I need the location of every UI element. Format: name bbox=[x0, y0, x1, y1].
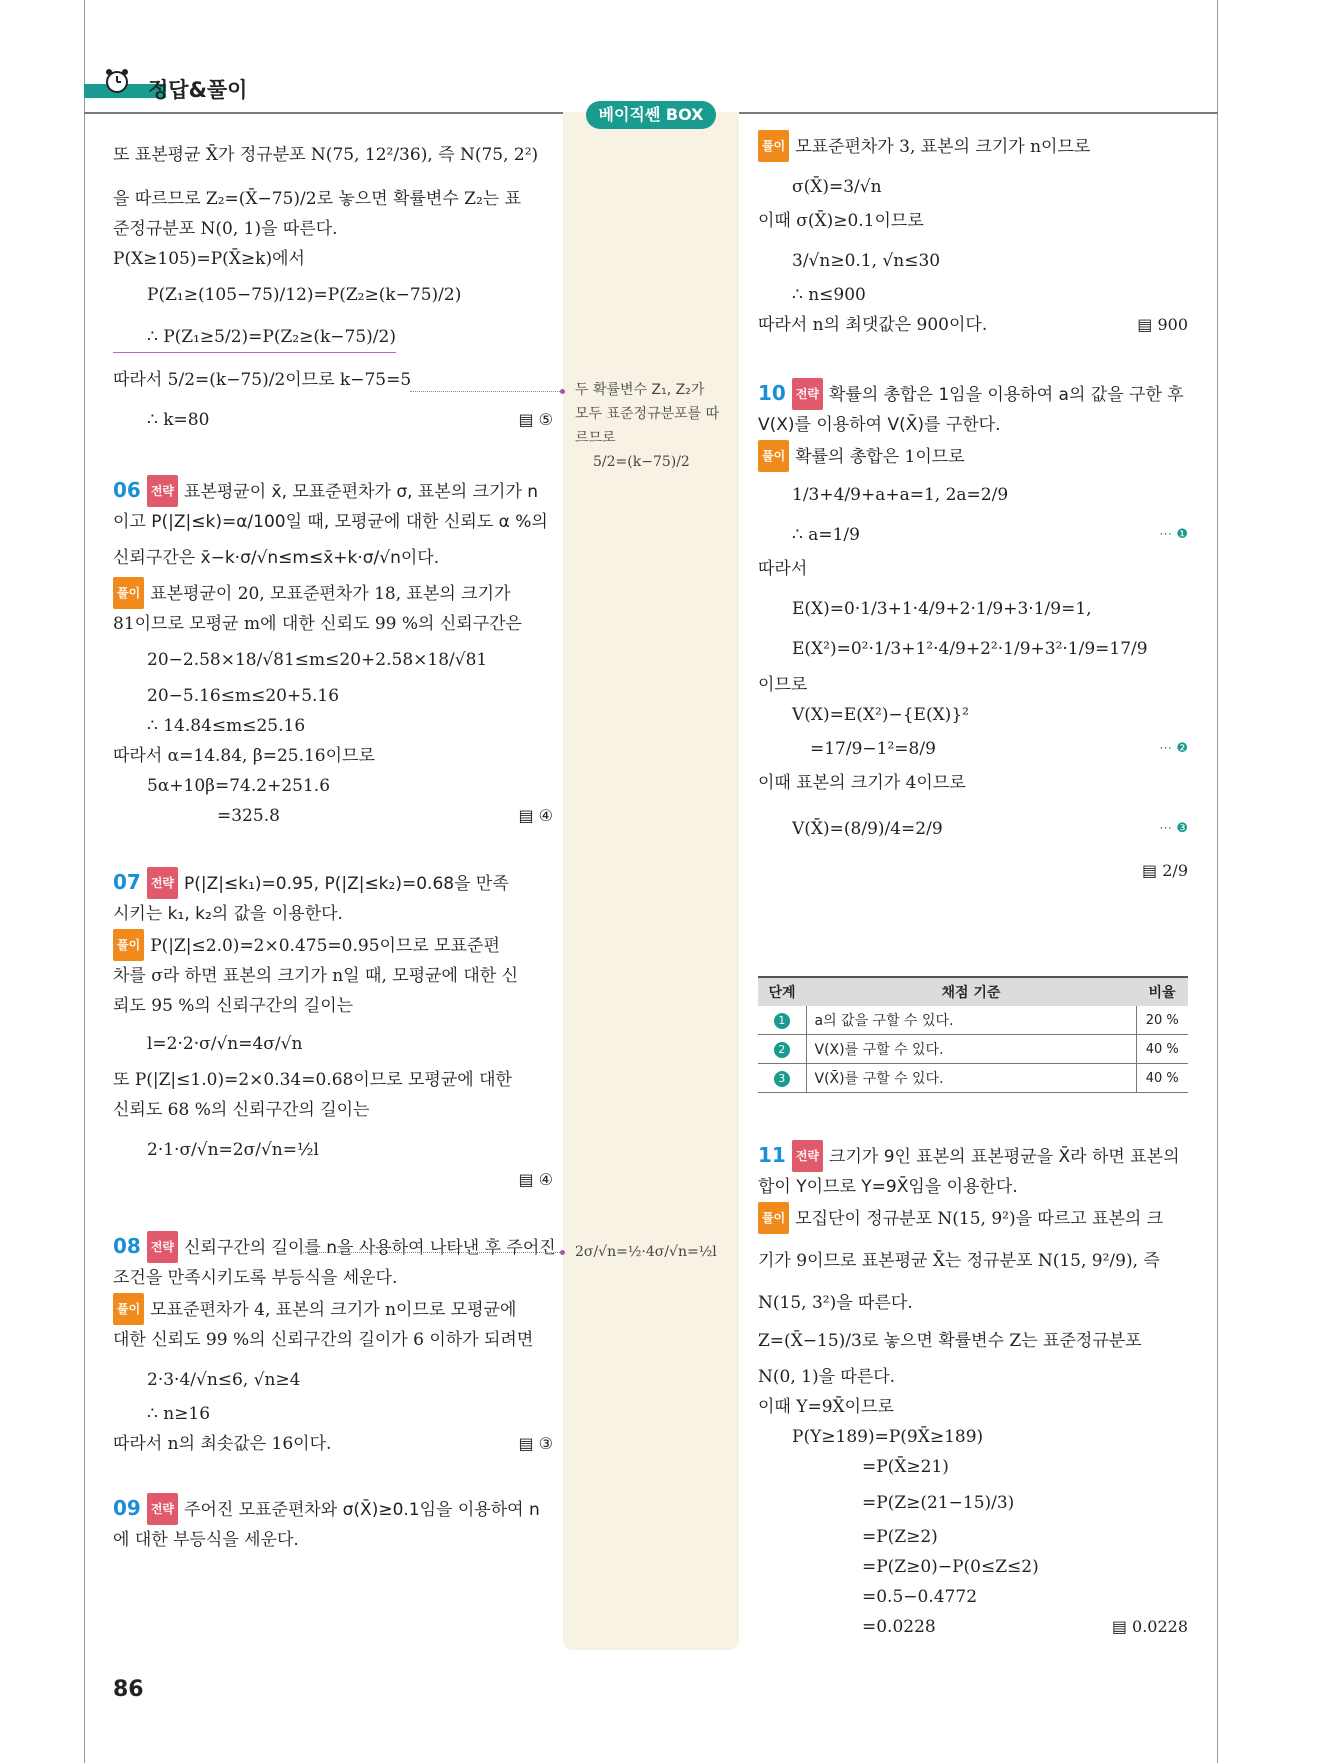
equation-line: 2·1·σ/√n=2σ/√n=½l bbox=[147, 1140, 319, 1160]
text-line: 따라서 n의 최솟값은 16이다. bbox=[113, 1434, 332, 1454]
pointer-dot bbox=[560, 389, 565, 394]
text-line: 이때 표본의 크기가 4이므로 bbox=[758, 773, 966, 793]
pointer-line bbox=[300, 1252, 560, 1253]
equation-line: =P(Z≥0)−P(0≤Z≤2) bbox=[862, 1557, 1039, 1577]
solution-tag: 풀이 bbox=[758, 130, 789, 162]
table-cell: 20 % bbox=[1136, 1006, 1188, 1035]
answer-mark: ▤ ④ bbox=[518, 806, 553, 825]
answer-mark: ▤ 2/9 bbox=[1142, 861, 1188, 880]
basic-box-column bbox=[563, 112, 739, 1650]
step-badge: 2 bbox=[774, 1042, 790, 1058]
equation-line: ∴ k=80 bbox=[147, 410, 210, 430]
equation-line: σ(X̄)=3/√n bbox=[792, 177, 882, 197]
text-line: 따라서 α=14.84, β=25.16이므로 bbox=[113, 746, 375, 766]
box-note-2: 2σ/√n=½·4σ/√n=½l bbox=[575, 1244, 717, 1260]
step-marker: ⋯ ❶ bbox=[1159, 527, 1188, 542]
equation-line: ∴ n≥16 bbox=[147, 1404, 211, 1424]
table-cell: a의 값을 구할 수 있다. bbox=[806, 1006, 1136, 1035]
text-line: 차를 σ라 하면 표본의 크기가 n일 때, 모평균에 대한 신 bbox=[113, 966, 519, 986]
question-number: 06 bbox=[113, 478, 141, 502]
equation-line: =0.0228 bbox=[862, 1617, 936, 1637]
equation-line: E(X)=0·1/3+1·4/9+2·1/9+3·1/9=1, bbox=[792, 599, 1092, 619]
table-cell: V(X)를 구할 수 있다. bbox=[806, 1035, 1136, 1064]
equation-line: 3/√n≥0.1, √n≤30 bbox=[792, 251, 941, 271]
text-line: 합이 Y이므로 Y=9X̄임을 이용한다. bbox=[758, 1177, 1018, 1197]
box-note-1: 두 확률변수 Z₁, Z₂가 모두 표준정규분포를 따 르므로 5/2=(k−75)/2 bbox=[575, 382, 720, 470]
question-number: 07 bbox=[113, 870, 141, 894]
text-line: 시키는 k₁, k₂의 값을 이용한다. bbox=[113, 904, 343, 924]
text-line: P(X≥105)=P(X̄≥k)에서 bbox=[113, 249, 305, 269]
question-07: 07 전략 P(|Z|≤k₁)=0.95, P(|Z|≤k₂)=0.68을 만족 시키는 k₁, k₂의 값을 이용한다. 풀이 P(|Z|≤2.0)=2×0.475=0.95이므로 모표준편 차를 σ라 하면 표본의 크기가 n일 때, 모평균에 대한 신 뢰도 95 %의 신뢰구간의 길이는 l=2·2·σ/√n=4σ/√n 또 P(|Z|≤1.0)=2×0.34=0.68이므로 모평균에 대한 신뢰도 68 %의 신뢰구간의 길이는 2·1·σ/√n=2σ/√n=½l ▤ ④ bbox=[113, 867, 553, 1195]
strategy-tag: 전략 bbox=[147, 1493, 178, 1525]
text-line: 또 표본평균 X̄가 정규분포 N(75, 12²/36), 즉 N(75, 2²) bbox=[113, 145, 539, 165]
question-number: 08 bbox=[113, 1234, 141, 1258]
equation-line: 20−2.58×18/√81≤m≤20+2.58×18/√81 bbox=[147, 650, 488, 670]
text-line: 따라서 5/2=(k−75)/2이므로 k−75=5 bbox=[113, 370, 412, 390]
answer-mark: ▤ ③ bbox=[518, 1434, 553, 1453]
text-line: 이때 Y=9X̄이므로 bbox=[758, 1397, 894, 1417]
step-marker: ⋯ ❷ bbox=[1159, 741, 1188, 756]
strategy-tag: 전략 bbox=[147, 1231, 178, 1263]
table-header: 비율 bbox=[1136, 977, 1188, 1006]
equation-line: ∴ P(Z₁≥5/2)=P(Z₂≥(k−75)/2) bbox=[113, 322, 396, 353]
equation-line: P(Z₁≥(105−75)/12)=P(Z₂≥(k−75)/2) bbox=[147, 285, 462, 305]
equation-line: =P(Z≥(21−15)/3) bbox=[862, 1493, 1015, 1513]
strategy-tag: 전략 bbox=[792, 378, 823, 410]
equation-line: =17/9−1²=8/9 bbox=[810, 739, 936, 759]
pointer-dot bbox=[560, 1250, 565, 1255]
answer-mark: ▤ 0.0228 bbox=[1111, 1617, 1188, 1636]
text-line: 따라서 n의 최댓값은 900이다. bbox=[758, 315, 988, 335]
question-number: 10 bbox=[758, 381, 786, 405]
text-line: 신뢰도 68 %의 신뢰구간의 길이는 bbox=[113, 1100, 370, 1120]
step-badge: 1 bbox=[774, 1013, 790, 1029]
pointer-line bbox=[410, 391, 560, 392]
text-line: 기가 9이므로 표본평균 X̄는 정규분포 N(15, 9²/9), 즉 bbox=[758, 1251, 1160, 1271]
step-marker: ⋯ ❸ bbox=[1159, 821, 1188, 836]
table-row bbox=[758, 1006, 1188, 1035]
question-number: 09 bbox=[113, 1496, 141, 1520]
question-06: 06 전략 표본평균이 x̄, 모표준편차가 σ, 표본의 크기가 n 이고 P(|Z|≤k)=α/100일 때, 모평균에 대한 신뢰도 α %의 신뢰구간은 x̄−k·σ/√n≤m≤x̄+k·σ/√n이다. 풀이 표본평균이 20, 모표준편차가 18, 표본의 크기가 81이므로 모평균 m에 대한 신뢰도 99 %의 신뢰구간은 20−2.58×18/√81≤m≤20+2.58×18/√81 20−5.16≤m≤20+5.16 ∴ 14.84≤m≤25.16 따라서 α=14.84, β=25.16이므로 5α+10β=74.2+251.6 =325.8 ▤ ④ bbox=[113, 475, 553, 831]
question-11: 11 전략 크기가 9인 표본의 표본평균을 X̄라 하면 표본의 합이 Y이므로 Y=9X̄임을 이용한다. 풀이 모집단이 정규분포 N(15, 9²)을 따르고 표본의 크 기가 9이므로 표본평균 X̄는 정규분포 N(15, 9²/9), 즉 N(15, 3²)을 따른다. Z=(X̄−15)/3로 놓으면 확률변수 Z는 표준정규분포 N(0, 1)을 따른다. 이때 Y=9X̄이므로 P(Y≥189)=P(9X̄≥189) =P(X̄≥21) =P(Z≥(21−15)/3) =P(Z≥2) =P(Z≥0)−P(0≤Z≤2) =0.5−0.4772 =0.0228 ▤ 0.0228 bbox=[758, 1140, 1188, 1642]
text-line: Z=(X̄−15)/3로 놓으면 확률변수 Z는 표준정규분포 bbox=[758, 1331, 1142, 1351]
solution-tag: 풀이 bbox=[758, 1202, 789, 1234]
solution-tag: 풀이 bbox=[113, 929, 144, 961]
table-row bbox=[758, 1035, 1188, 1064]
step-badge: 3 bbox=[774, 1071, 790, 1087]
strategy-tag: 전략 bbox=[147, 475, 178, 507]
scoring-table bbox=[758, 976, 1188, 1093]
equation-line: ∴ n≤900 bbox=[792, 285, 866, 305]
equation-line: =0.5−0.4772 bbox=[862, 1587, 978, 1607]
text-line: 이므로 bbox=[758, 675, 808, 695]
text-line: V(X)를 이용하여 V(X̄)를 구한다. bbox=[758, 415, 1001, 435]
equation-line: =P(Z≥2) bbox=[862, 1527, 938, 1547]
equation-line: ∴ a=1/9 bbox=[792, 525, 860, 545]
table-header: 단계 bbox=[758, 977, 806, 1006]
text-line: 뢰도 95 %의 신뢰구간의 길이는 bbox=[113, 996, 354, 1016]
question-08: 08 전략 신뢰구간의 길이를 n을 사용하여 나타낸 후 주어진 조건을 만족시키도록 부등식을 세운다. 풀이 모표준편차가 4, 표본의 크기가 n이므로 모평균에 대한 신뢰도 99 %의 신뢰구간의 길이가 6 이하가 되려면 2·3·4/√n≤6, √n≥4 ∴ n≥16 따라서 n의 최솟값은 16이다. ▤ ③ bbox=[113, 1231, 553, 1459]
question-09: 09 전략 주어진 모표준편차와 σ(X̄)≥0.1임을 이용하여 n 에 대한 부등식을 세운다. bbox=[113, 1493, 553, 1555]
text-line: 대한 신뢰도 99 %의 신뢰구간의 길이가 6 이하가 되려면 bbox=[113, 1330, 534, 1350]
text-line: 신뢰구간은 x̄−k·σ/√n≤m≤x̄+k·σ/√n이다. bbox=[113, 548, 440, 568]
question-10: 10 전략 확률의 총합은 1임을 이용하여 a의 값을 구한 후 V(X)를 이용하여 V(X̄)를 구한다. 풀이 확률의 총합은 1이므로 1/3+4/9+a+a=1, 2a=2/9 ∴ a=1/9 ⋯ ❶ 따라서 E(X)=0·1/3+1·4/9+2·1/9+3·1/9=1, E(X²)=0²·1/3+1²·4/9+2²·1/9+3²·1/9=17/9 이므로 V(X)=E(X²)−{E(X)}² =17/9−1²=8/9 ⋯ ❷ 이때 표본의 크기가 4이므로 V(X̄)=(8/9)/4=2/9 ⋯ ❸ ▤ 2/9 bbox=[758, 378, 1188, 886]
box-badge: 베이직쎈 BOX bbox=[586, 101, 716, 129]
equation-line: 5α+10β=74.2+251.6 bbox=[147, 776, 331, 796]
equation-line: ∴ 14.84≤m≤25.16 bbox=[147, 716, 306, 736]
solution-tag: 풀이 bbox=[758, 440, 789, 472]
text-line: N(0, 1)을 따른다. bbox=[758, 1367, 896, 1387]
solution-tag: 풀이 bbox=[113, 577, 144, 609]
equation-line: =325.8 bbox=[217, 806, 280, 826]
equation-line: V(X)=E(X²)−{E(X)}² bbox=[792, 705, 969, 725]
page-number: 86 bbox=[113, 1677, 144, 1702]
equation-line: 1/3+4/9+a+a=1, 2a=2/9 bbox=[792, 485, 1009, 505]
table-cell: 40 % bbox=[1136, 1035, 1188, 1064]
answer-mark: ▤ 900 bbox=[1137, 315, 1188, 334]
strategy-tag: 전략 bbox=[792, 1140, 823, 1172]
text-line: 조건을 만족시키도록 부등식을 세운다. bbox=[113, 1268, 398, 1288]
strategy-tag: 전략 bbox=[147, 867, 178, 899]
text-line: 또 P(|Z|≤1.0)=2×0.34=0.68이므로 모평균에 대한 bbox=[113, 1070, 512, 1090]
text-line: 에 대한 부등식을 세운다. bbox=[113, 1530, 299, 1550]
table-row bbox=[758, 1064, 1188, 1093]
equation-line: =P(X̄≥21) bbox=[862, 1457, 949, 1477]
equation-line: 20−5.16≤m≤20+5.16 bbox=[147, 686, 340, 706]
table-header: 채점 기준 bbox=[806, 977, 1136, 1006]
equation-line: 2·3·4/√n≤6, √n≥4 bbox=[147, 1370, 301, 1390]
answer-mark: ▤ ④ bbox=[518, 1170, 553, 1189]
text-line: 따라서 bbox=[758, 559, 808, 579]
text-line: 81이므로 모평균 m에 대한 신뢰도 99 %의 신뢰구간은 bbox=[113, 614, 522, 634]
text-line: 준정규분포 N(0, 1)을 따른다. bbox=[113, 219, 338, 239]
left-column bbox=[113, 140, 556, 1555]
header-title: 정답&풀이 bbox=[148, 78, 248, 102]
equation-line: V(X̄)=(8/9)/4=2/9 bbox=[792, 819, 943, 839]
answer-mark: ▤ ⑤ bbox=[518, 410, 553, 429]
equation-line: l=2·2·σ/√n=4σ/√n bbox=[147, 1034, 303, 1054]
text-line: N(15, 3²)을 따른다. bbox=[758, 1293, 913, 1313]
equation-line: E(X²)=0²·1/3+1²·4/9+2²·1/9+3²·1/9=17/9 bbox=[792, 639, 1148, 659]
alarm-clock-icon bbox=[104, 68, 130, 94]
text-line: 이고 P(|Z|≤k)=α/100일 때, 모평균에 대한 신뢰도 α %의 bbox=[113, 512, 548, 532]
question-number: 11 bbox=[758, 1143, 786, 1167]
text-line: 이때 σ(X̄)≥0.1이므로 bbox=[758, 211, 924, 231]
table-cell: 40 % bbox=[1136, 1064, 1188, 1093]
text-line: 을 따르므로 Z₂=(X̄−75)/2로 놓으면 확률변수 Z₂는 표 bbox=[113, 189, 522, 209]
solution-tag: 풀이 bbox=[113, 1293, 144, 1325]
table-cell: V(X̄)를 구할 수 있다. bbox=[806, 1064, 1136, 1093]
equation-line: P(Y≥189)=P(9X̄≥189) bbox=[792, 1427, 984, 1447]
right-column: 풀이 모표준편차가 3, 표본의 크기가 n이므로 σ(X̄)=3/√n 이때 σ(X̄)≥0.1이므로 3/√n≥0.1, √n≤30 ∴ n≤900 따라서 n의 최댓값은 900이다. ▤ 900 10 전략 확률의 총합은 1임을 이용하여 a의 값을 구한 후 V(X)를 이용하여 V(X̄)를 구한다. 풀이 확률의 총합은 1이므로 1/3+4/9+a+a=1, 2a=2/9 ∴ a=1/9 ⋯ ❶ 따라서 E(X)=0·1/3+1·4/9+2·1/9+3·1/9=1, E(X²)=0²·1/3+1²·4/9+2²·1/9+3²·1/9=17/9 이므로 V(X)=E(X²)−{E(X)}² =17/9−1²=8/9 ⋯ ❷ 이때 표본의 크기가 4이므로 V(X̄)=(8/9)/4=2/9 ⋯ ❸ ▤ 2/9 bbox=[758, 130, 1188, 886]
